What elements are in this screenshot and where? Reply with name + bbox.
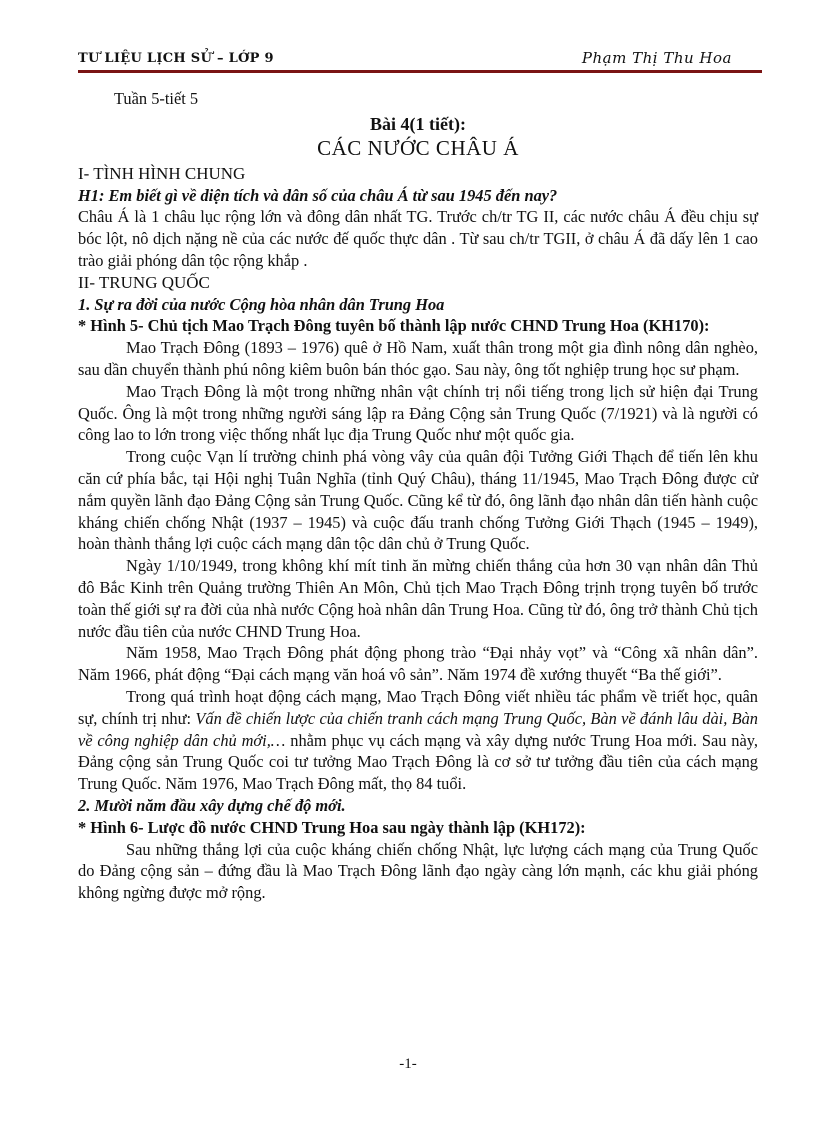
answer-h1: Châu Á là 1 châu lục rộng lớn và đông dân nhất TG. Trước ch/tr TG II, các nước châu Á đều chịu sự bóc lột, nô dịch nặng nề của các nước đế quốc thực dân . Từ sau ch/tr TGII, ở châu Á đã dấy lên 1 cao trào giải phóng dân tộc rộng khắp .: [78, 207, 758, 270]
paragraph-5: Năm 1958, Mao Trạch Đông phát động phong trào “Đại nhảy vọt” và “Công xã nhân dân”. Năm 1966, phát động “Đại cách mạng văn hoá vô sản”. Năm 1974 đề xướng thuyết “Ba thế giới”.: [78, 643, 758, 685]
header-author: Phạm Thị Thu Hoa: [581, 49, 732, 67]
page-header: [78, 50, 762, 70]
lesson-week: Tuần 5-tiết 5: [114, 89, 199, 108]
paragraph-7: Sau những thắng lợi của cuộc kháng chiến chống Nhật, lực lượng cách mạng của Trung Quốc do Đảng cộng sản – đứng đầu là Mao Trạch Đông lãnh đạo ngày càng lớn mạnh, các khu giải phóng không ngừng được mở rộng.: [78, 839, 758, 903]
question-h1: H1: Em biết gì về diện tích và dân số của châu Á từ sau 1945 đến nay?: [78, 185, 558, 205]
figure-6-caption: * Hình 6- Lược đồ nước CHND Trung Hoa sau ngày thành lập (KH172):: [78, 817, 586, 837]
document-body: [78, 88, 758, 904]
paragraph-6: [78, 686, 758, 795]
lesson-title: Bài 4(1 tiết):: [370, 113, 466, 134]
paragraph-6-works: Vấn đề chiến lược của chiến tranh cách mạng Trung Quốc, Bàn về đánh lâu dài, Bàn về công nghiệp dân chủ mới,…: [78, 708, 758, 750]
paragraph-6-start: Trong quá trình hoạt động cách mạng, Mao Trạch Đông viết nhiều tác phẩm về triết học, quân sự, chính trị như:: [78, 686, 758, 728]
section-heading-china: II- TRUNG QUỐC: [78, 272, 210, 292]
subheading-ten-years: 2. Mười năm đầu xây dựng chế độ mới.: [78, 795, 346, 815]
paragraph-4: Ngày 1/10/1949, trong không khí mít tinh ăn mừng chiến thắng của hơn 30 vạn nhân dân Thủ đô Bắc Kinh trên Quảng trường Thiên An Môn, Chủ tịch Mao Trạch Đông trịnh trọng tuyên bố trước toàn thế giới sự ra đời của nhà nước Cộng hoà nhân dân Trung Hoa. Cũng từ đó, ông trở thành Chủ tịch nước đầu tiên của nước CHND Trung Hoa.: [78, 556, 758, 641]
header-rule: [78, 70, 762, 73]
figure-5-caption: * Hình 5- Chủ tịch Mao Trạch Đông tuyên bố thành lập nước CHND Trung Hoa (KH170):: [78, 316, 710, 336]
subheading-founding: 1. Sự ra đời của nước Cộng hòa nhân dân Trung Hoa: [78, 294, 445, 314]
page-number: -1-: [399, 1056, 417, 1072]
paragraph-3: Trong cuộc Vạn lí trường chinh phá vòng vây của quân đội Tưởng Giới Thạch để tiến lên khu căn cứ phía bắc, tại Hội nghị Tuân Nghĩa (tỉnh Quý Châu), tháng 11/1945, Mao Trạch Đông được cử nắm quyền lãnh đạo Đảng Cộng sản Trung Quốc. Cũng kể từ đó, ông lãnh đạo nhân dân tiến hành cuộc kháng chiến chống Nhật (1937 – 1945) và cuộc đấu tranh chống Tưởng Giới Thạch (1945 – 1949), hoàn thành thắng lợi cuộc cách mạng dân tộc dân chủ ở Trung Quốc.: [78, 447, 758, 554]
paragraph-6-end: nhằm phục vụ cách mạng và xây dựng nước Trung Hoa mới. Sau này, Đảng cộng sản Trung Quốc coi tư tưởng Mao Trạch Đông là cơ sở tư tưởng đầu tiên của cách mạng Trung Quốc. Năm 1976, Mao Trạch Đông mất, thọ 84 tuổi.: [78, 730, 758, 794]
paragraph-1: Mao Trạch Đông (1893 – 1976) quê ở Hồ Nam, xuất thân trong một gia đình nông dân nghèo, sau dần chuyển thành phú nông kiêm buôn bán thóc gạo. Sau này, ông tốt nghiệp trung học sư phạm.: [78, 338, 758, 379]
lesson-subtitle: CÁC NƯỚC CHÂU Á: [317, 135, 519, 160]
header-subject: TƯ LIỆU LỊCH SỬ – LỚP 9: [78, 51, 274, 66]
section-heading-general: I- TÌNH HÌNH CHUNG: [78, 163, 246, 183]
paragraph-2: Mao Trạch Đông là một trong những nhân vật chính trị nổi tiếng trong lịch sử hiện đại Trung Quốc. Ông là một trong những người sáng lập ra Đảng Cộng sản Trung Quốc (7/1921) và là người có công lao to lớn trong việc thống nhất lục địa Trung Quốc như một quốc gia.: [78, 381, 758, 445]
